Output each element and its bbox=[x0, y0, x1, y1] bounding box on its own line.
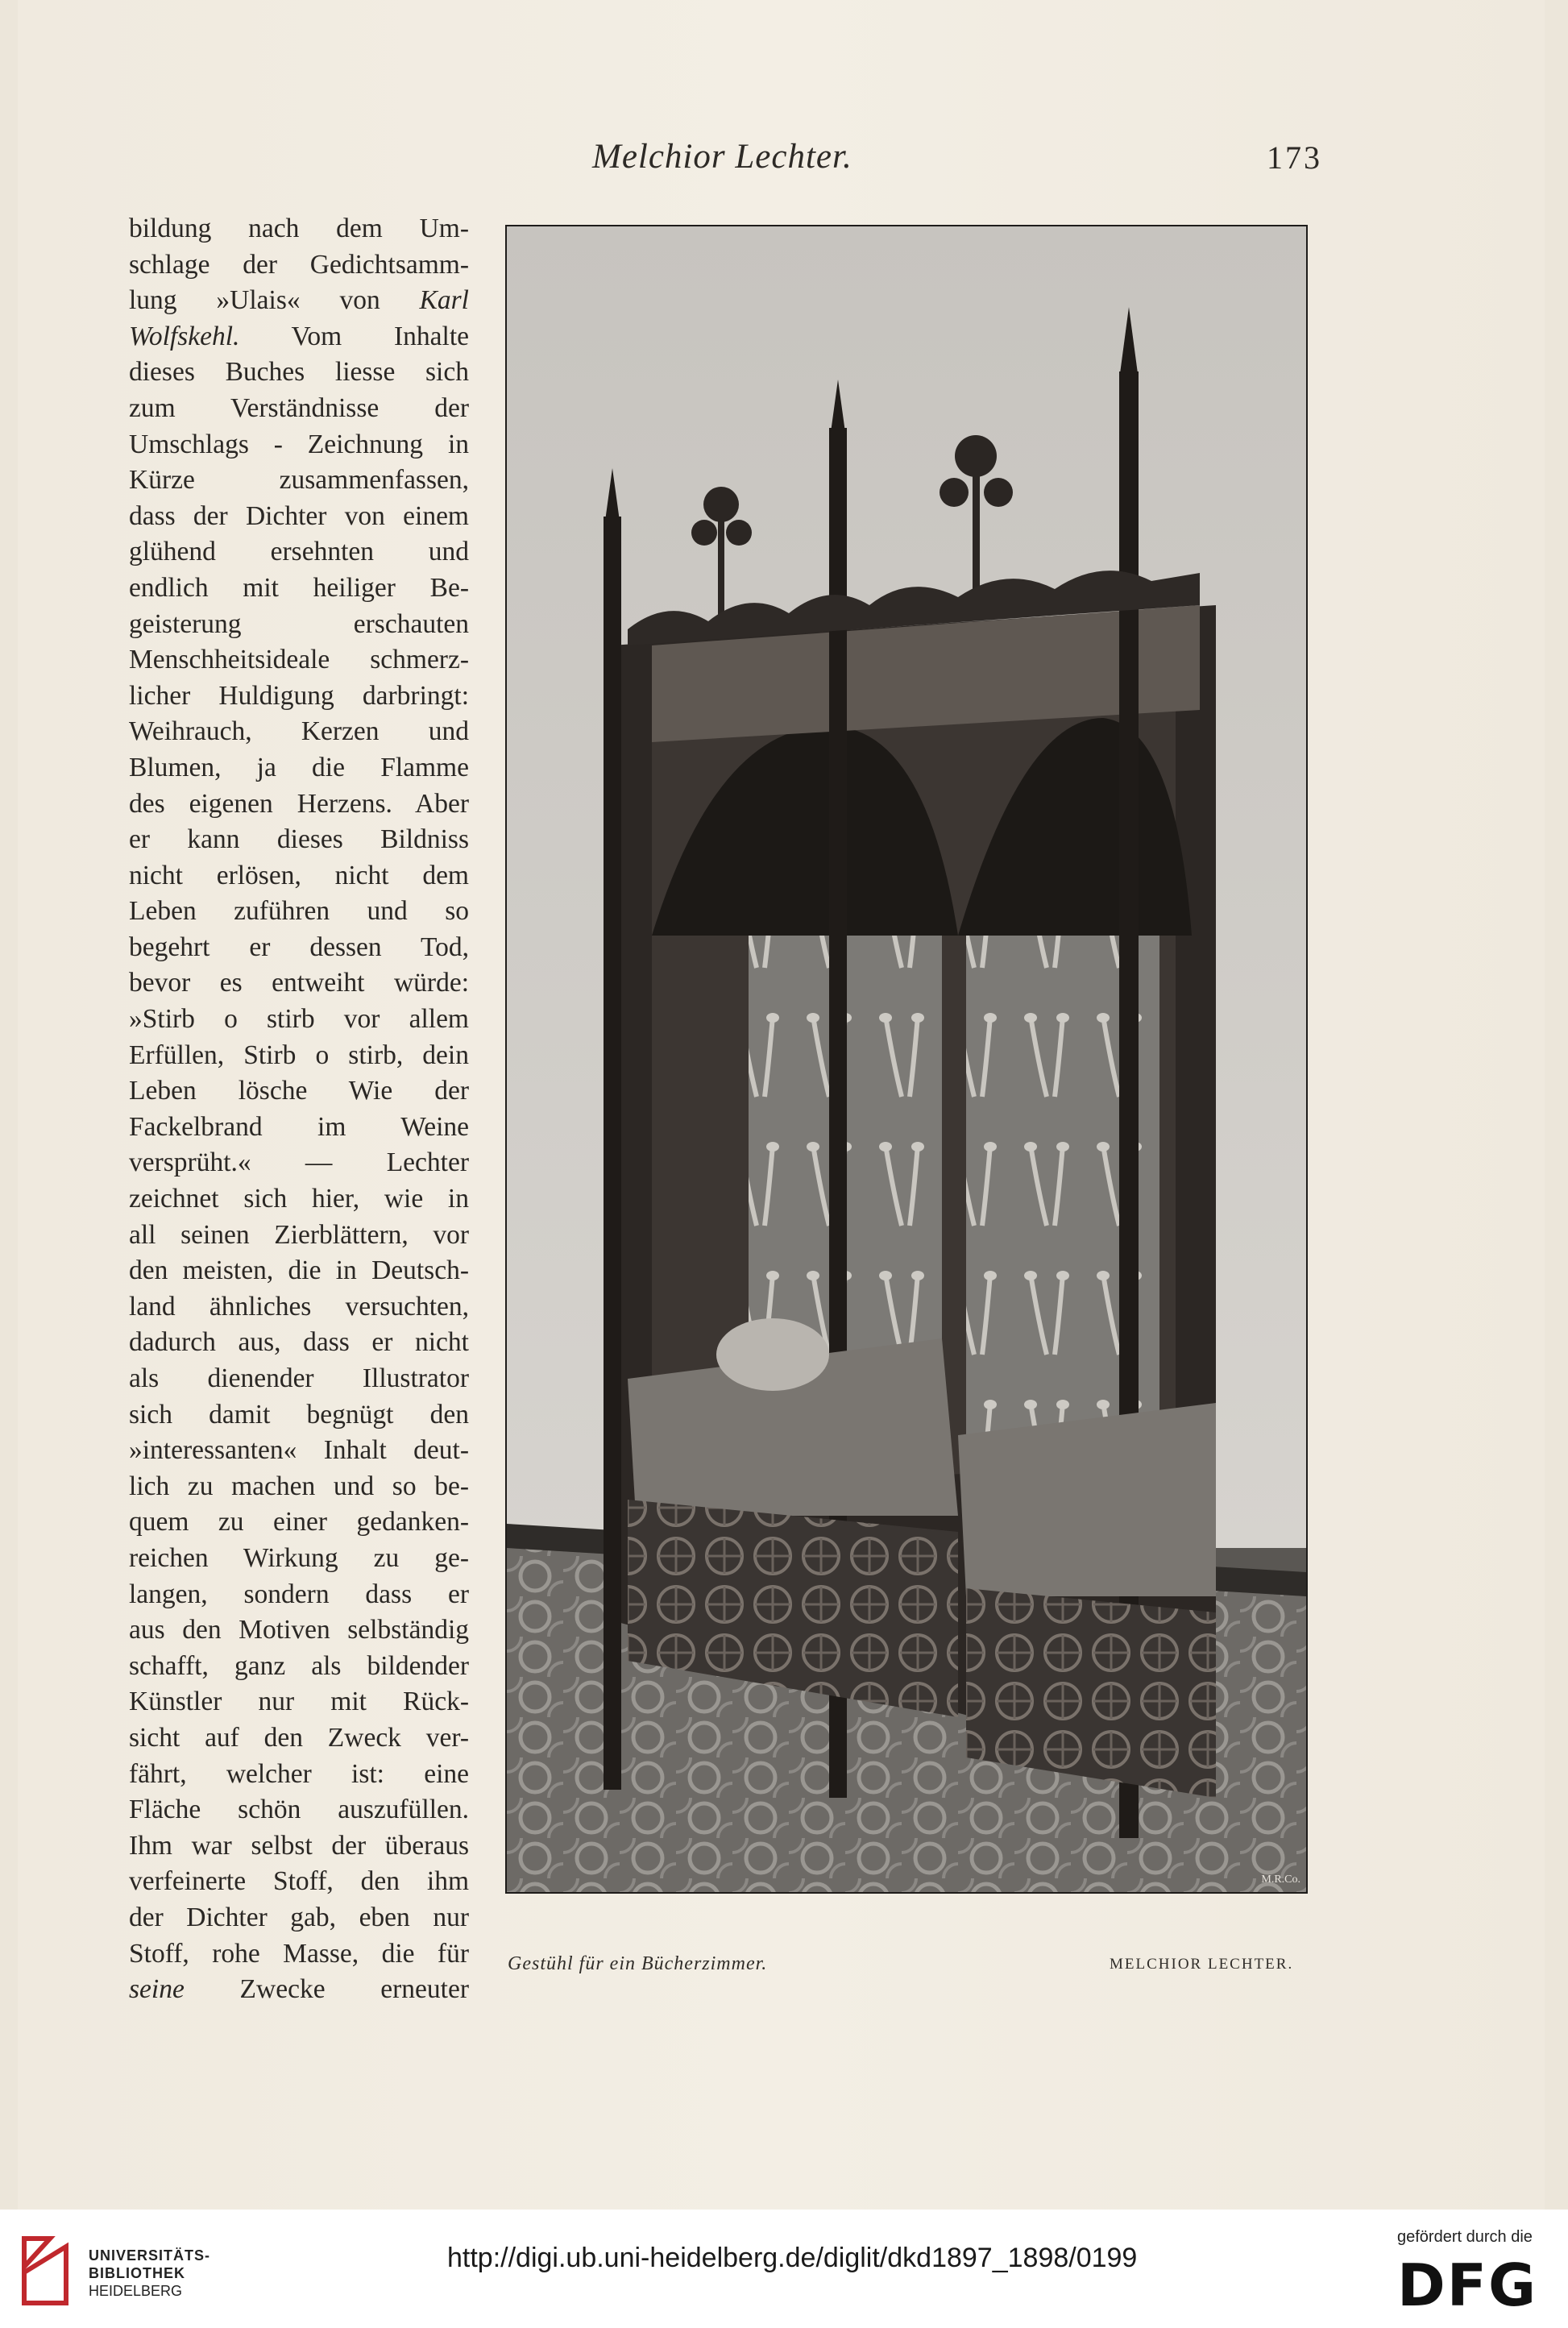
text-line: land ähnliches versuchten, bbox=[129, 1291, 469, 1322]
text-line: Erfüllen, Stirb o stirb, dein bbox=[129, 1040, 469, 1070]
running-title: Melchior Lechter. bbox=[592, 138, 852, 176]
text-line: fährt, welcher ist: eine bbox=[129, 1758, 469, 1789]
text-line: zum Verständnisse der bbox=[129, 392, 469, 423]
figure-credit: MELCHIOR LECHTER. bbox=[1110, 1956, 1294, 1973]
author-name-italic: Karl bbox=[419, 285, 469, 316]
body-text-column bbox=[129, 211, 469, 2008]
library-name-line: HEIDELBERG bbox=[89, 2283, 183, 2299]
text-line: all seinen Zierblättern, vor bbox=[129, 1219, 469, 1250]
text-line: versprüht.« — Lechter bbox=[129, 1147, 469, 1178]
text-line: begehrt er dessen Tod, bbox=[129, 932, 469, 962]
author-surname-italic: Wolfskehl. bbox=[129, 321, 240, 351]
text-line: der Dichter gab, eben nur bbox=[129, 1902, 469, 1932]
pillow bbox=[716, 1318, 829, 1391]
text-line: Umschlags - Zeichnung in bbox=[129, 429, 469, 459]
text-line: Fackelbrand im Weine bbox=[129, 1111, 469, 1142]
gothic-bench-illustration bbox=[507, 226, 1306, 1892]
text-line: Menschheitsideale schmerz- bbox=[129, 645, 469, 675]
text-line: Leben lösche Wie der bbox=[129, 1076, 469, 1106]
text-line: aus den Motiven selbständig bbox=[129, 1615, 469, 1645]
text-line: Kürze zusammenfassen, bbox=[129, 465, 469, 496]
permalink-url[interactable]: http://digi.ub.uni-heidelberg.de/diglit/dkd1897_1898/0199 bbox=[447, 2243, 1138, 2273]
text-fragment: Vom Inhalte bbox=[239, 321, 469, 351]
text-fragment: lung »Ulais« von bbox=[129, 285, 420, 316]
text-line: Ihm war selbst der überaus bbox=[129, 1830, 469, 1861]
text-line: »interessanten« Inhalt deut- bbox=[129, 1435, 469, 1466]
text-line: als dienender Illustrator bbox=[129, 1363, 469, 1393]
text-line: dass der Dichter von einem bbox=[129, 500, 469, 531]
text-line: geisterung erschauten bbox=[129, 608, 469, 639]
text-line: »Stirb o stirb vor allem bbox=[129, 1004, 469, 1035]
text-line: nicht erlösen, nicht dem bbox=[129, 860, 469, 890]
text-line bbox=[129, 283, 469, 319]
text-line: schafft, ganz als bildender bbox=[129, 1650, 469, 1681]
text-line: endlich mit heiliger Be- bbox=[129, 572, 469, 603]
library-logo-icon bbox=[18, 2230, 79, 2311]
text-line: sicht auf den Zweck ver- bbox=[129, 1722, 469, 1753]
text-line bbox=[129, 319, 469, 355]
text-line: licher Huldigung darbringt: bbox=[129, 680, 469, 711]
text-line: reichen Wirkung zu ge- bbox=[129, 1542, 469, 1573]
left-pinnacle-post bbox=[604, 517, 621, 1790]
text-line: des eigenen Herzens. Aber bbox=[129, 788, 469, 819]
funded-by-label: gefördert durch die bbox=[1397, 2228, 1533, 2246]
text-line: Leben zuführen und so bbox=[129, 896, 469, 927]
text-line: er kann dieses Bildniss bbox=[129, 824, 469, 855]
text-line: quem zu einer gedanken- bbox=[129, 1507, 469, 1537]
text-line: langen, sondern dass er bbox=[129, 1579, 469, 1609]
text-line: verfeinerte Stoff, den ihm bbox=[129, 1866, 469, 1897]
text-line: Stoff, rohe Masse, die für bbox=[129, 1938, 469, 1969]
figure-caption: Gestühl für ein Bücherzimmer. bbox=[508, 1953, 768, 1974]
text-line: dadurch aus, dass er nicht bbox=[129, 1327, 469, 1358]
text-line: Blumen, ja die Flamme bbox=[129, 752, 469, 782]
text-line bbox=[129, 1972, 469, 2008]
right-seat-cushion bbox=[958, 1403, 1216, 1596]
text-line: sich damit begnügt den bbox=[129, 1399, 469, 1430]
text-line: bildung nach dem Um- bbox=[129, 214, 469, 243]
dfg-logo: DFG bbox=[1397, 2251, 1538, 2319]
emphasis-italic: seine bbox=[129, 1974, 185, 2005]
text-line: Künstler nur mit Rück- bbox=[129, 1687, 469, 1717]
library-name bbox=[89, 2247, 210, 2300]
text-line: Fläche schön auszufüllen. bbox=[129, 1795, 469, 1825]
text-line: bevor es entweiht würde: bbox=[129, 968, 469, 998]
text-line: glühend ersehnten und bbox=[129, 537, 469, 567]
engraver-mark: M.R.Co. bbox=[1261, 1874, 1300, 1886]
furniture-photograph bbox=[505, 225, 1308, 1894]
text-line: den meisten, die in Deutsch- bbox=[129, 1255, 469, 1286]
text-line: schlage der Gedichtsamm- bbox=[129, 249, 469, 280]
text-fragment: Zwecke erneuter bbox=[184, 1974, 469, 2005]
library-name-line: BIBLIOTHEK bbox=[89, 2265, 185, 2281]
text-line: Weihrauch, Kerzen und bbox=[129, 716, 469, 747]
text-line: zeichnet sich hier, wie in bbox=[129, 1184, 469, 1214]
text-line: dieses Buches liesse sich bbox=[129, 357, 469, 388]
text-line: lich zu machen und so be- bbox=[129, 1471, 469, 1501]
page-number: 173 bbox=[1267, 139, 1322, 176]
library-name-line: UNIVERSITÄTS- bbox=[89, 2247, 211, 2264]
